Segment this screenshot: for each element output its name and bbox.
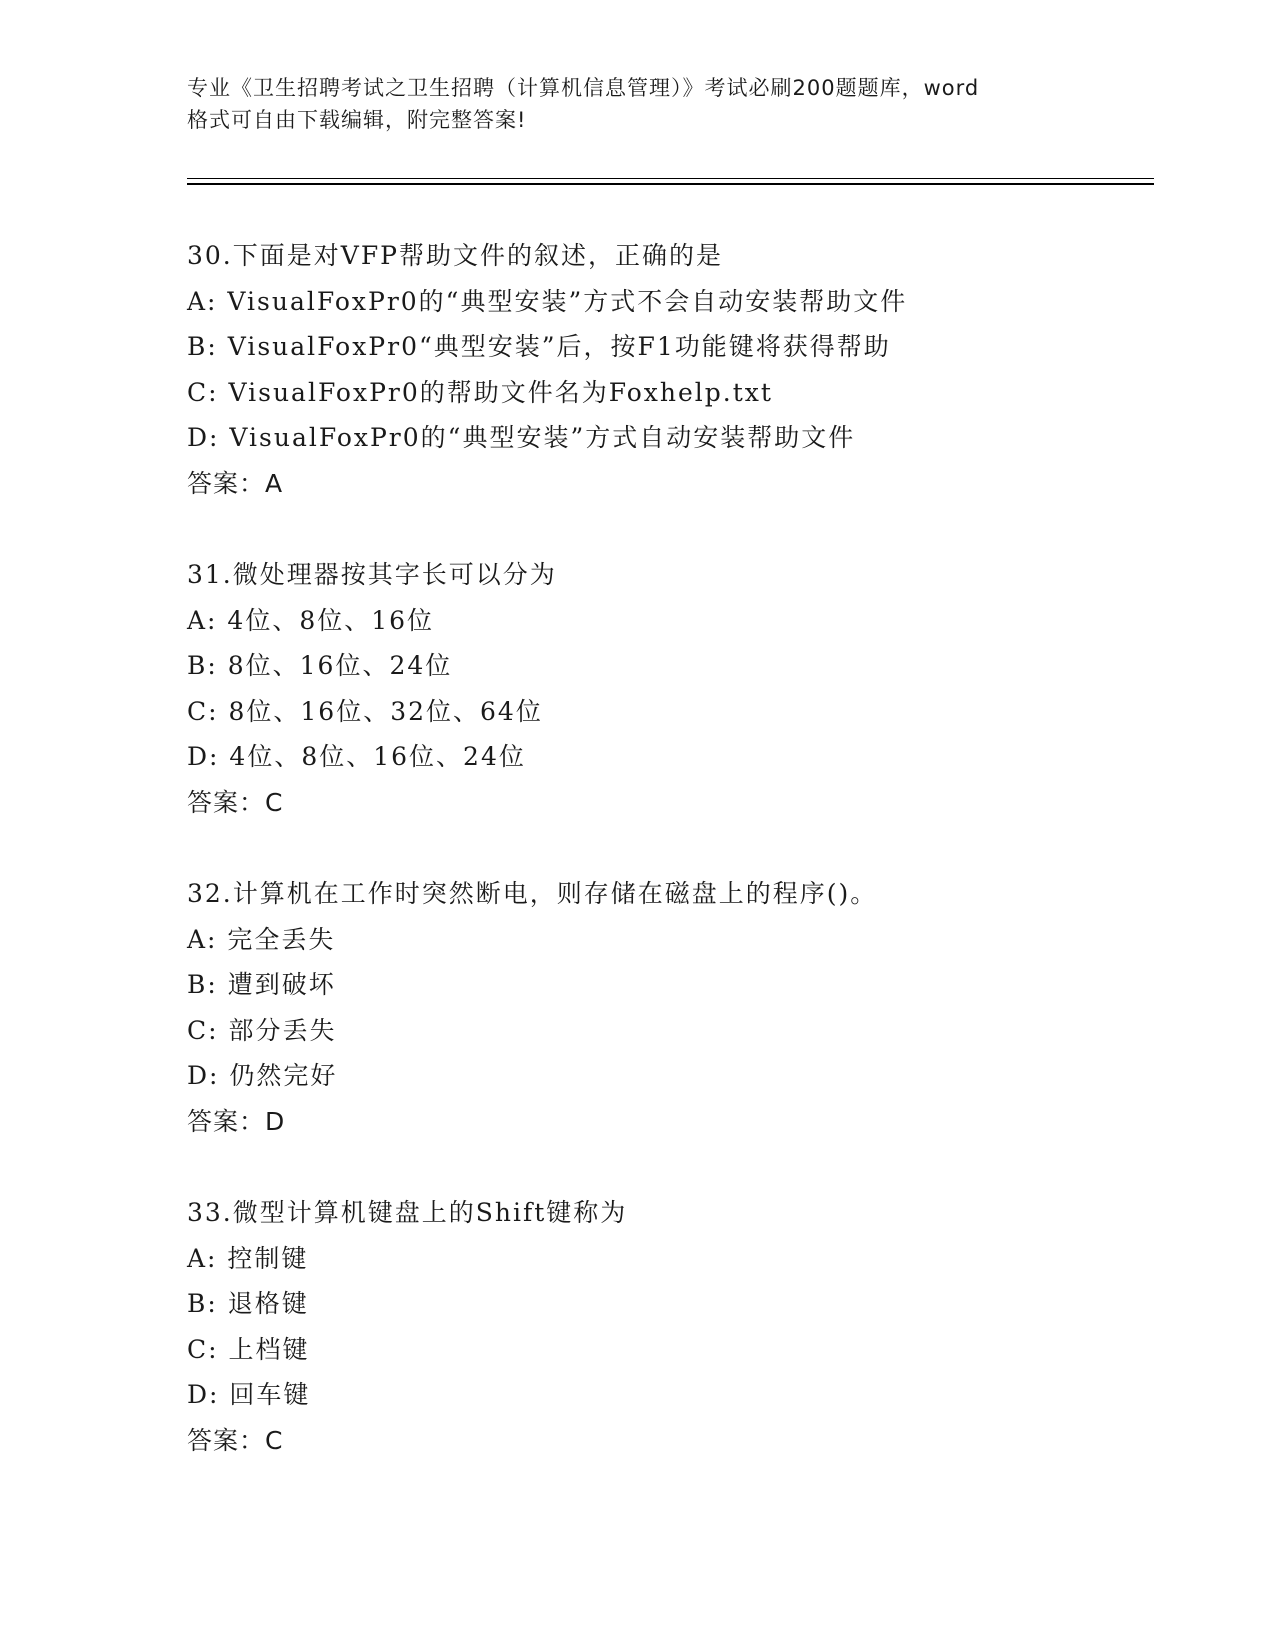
question-stem: 33.微型计算机键盘上的Shift键称为 — [187, 1198, 628, 1227]
option-d: D: 仍然完好 — [187, 1061, 338, 1090]
question-stem: 30.下面是对VFP帮助文件的叙述，正确的是 — [187, 241, 723, 270]
question-32 — [187, 871, 1187, 1144]
option-d: D: 回车键 — [187, 1380, 311, 1409]
question-33 — [187, 1190, 1187, 1463]
option-a: A: 完全丢失 — [187, 924, 336, 954]
option-d: D: 4位、8位、16位、24位 — [187, 742, 526, 771]
option-b: B: 8位、16位、24位 — [187, 651, 453, 680]
question-30 — [187, 233, 1187, 506]
option-b: B: 退格键 — [187, 1289, 309, 1318]
option-a: A: 控制键 — [187, 1243, 309, 1273]
header-line-1: 专业《卫生招聘考试之卫生招聘（计算机信息管理）》考试必刷200题题库，word — [187, 76, 980, 100]
answer-line: 答案：C — [187, 1425, 284, 1455]
option-a: A: 4位、8位、16位 — [187, 605, 435, 635]
header-divider-thin — [187, 178, 1154, 179]
answer-line: 答案：C — [187, 787, 284, 817]
option-c: C: 部分丢失 — [187, 1015, 337, 1045]
option-d: D: VisualFoxPr0的“典型安装”方式自动安装帮助文件 — [187, 423, 856, 452]
header-line-2: 格式可自由下载编辑，附完整答案! — [187, 108, 527, 132]
option-b: B: 遭到破坏 — [187, 970, 336, 999]
document-header — [187, 72, 1087, 136]
option-a: A: VisualFoxPr0的“典型安装”方式不会自动安装帮助文件 — [187, 286, 908, 316]
option-b: B: VisualFoxPr0“典型安装”后，按F1功能键将获得帮助 — [187, 332, 891, 361]
question-31 — [187, 552, 1187, 825]
option-c: C: VisualFoxPr0的帮助文件名为Foxhelp.txt — [187, 377, 773, 407]
option-c: C: 8位、16位、32位、64位 — [187, 696, 543, 726]
answer-line: 答案：A — [187, 468, 284, 498]
answer-line: 答案：D — [187, 1106, 286, 1136]
header-divider-thick — [187, 183, 1154, 185]
question-stem: 32.计算机在工作时突然断电，则存储在磁盘上的程序()。 — [187, 879, 878, 908]
question-stem: 31.微处理器按其字长可以分为 — [187, 560, 557, 589]
option-c: C: 上档键 — [187, 1334, 310, 1364]
